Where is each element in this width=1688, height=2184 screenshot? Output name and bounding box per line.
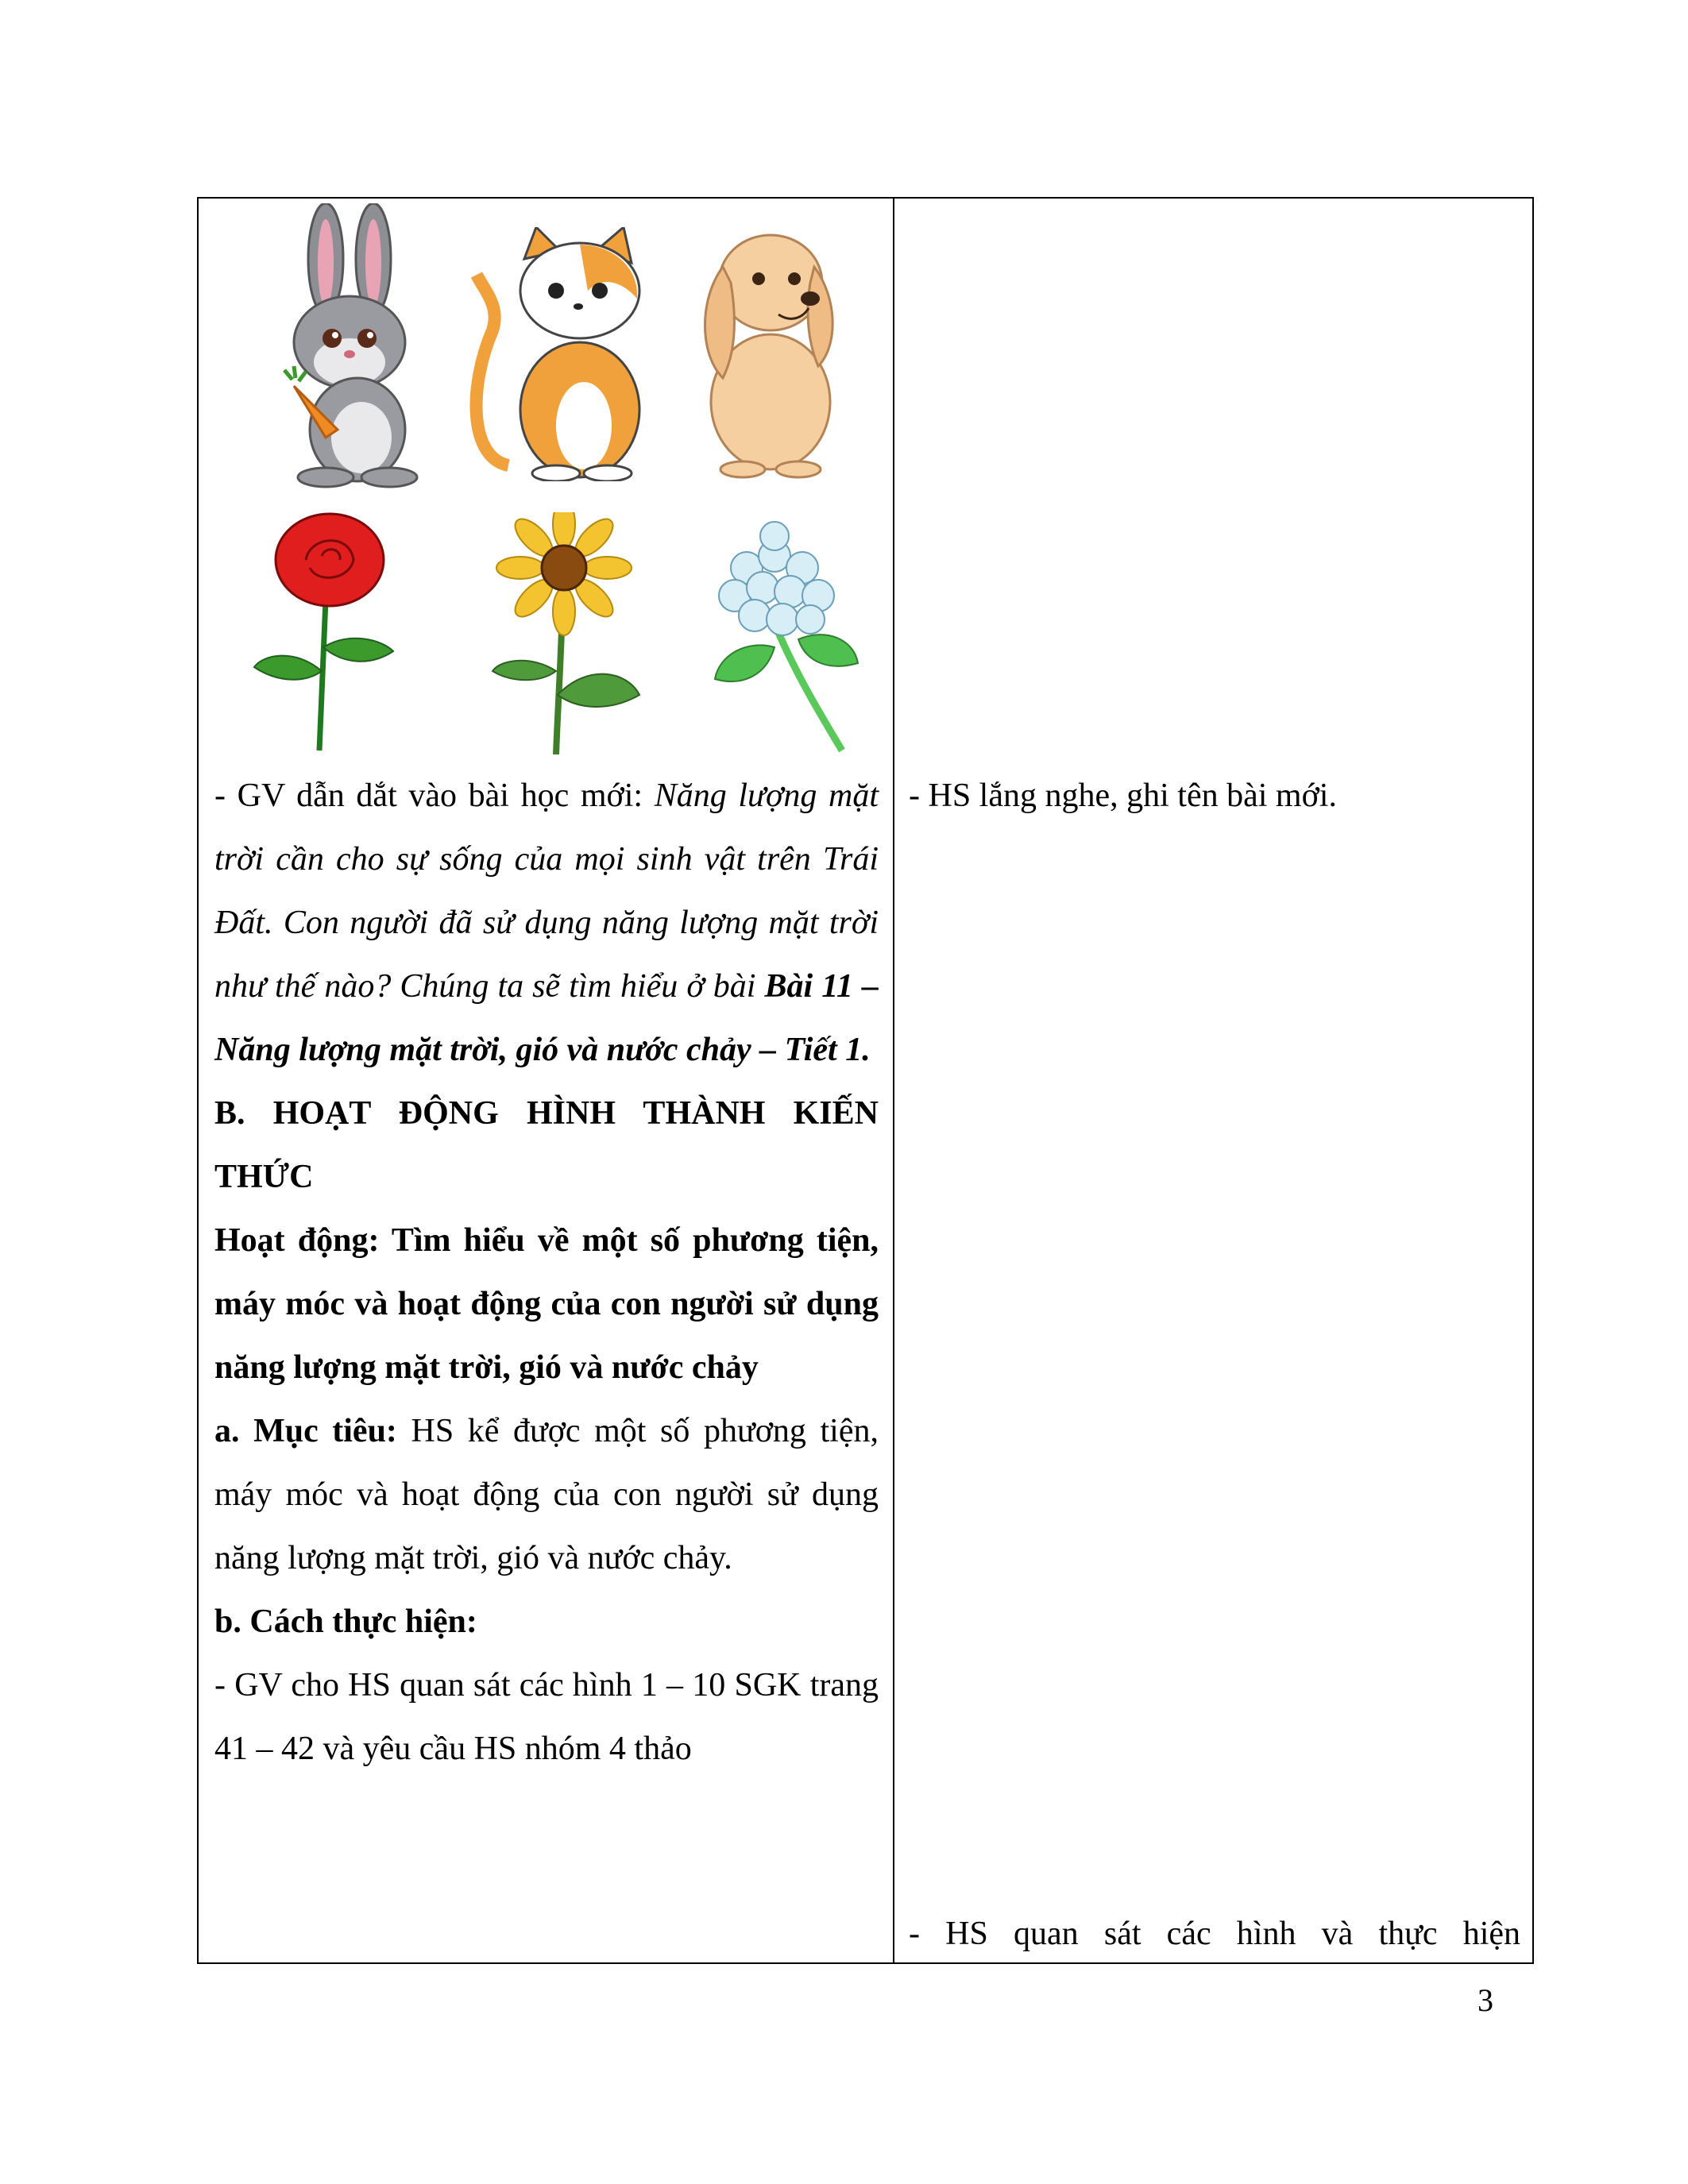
flower-illustrations [214, 512, 879, 758]
method-text: - GV cho HS quan sát các hình 1 – 10 SGK trang 41 – 42 và yêu cầu HS nhóm 4 thảo [214, 1667, 879, 1767]
teacher-activity-text [214, 764, 879, 1781]
hydrangea-illustration [699, 520, 866, 754]
intro-text: - GV dẫn dắt vào bài học mới: [214, 778, 655, 814]
student-column [909, 199, 1520, 1962]
sunflower-illustration [469, 512, 659, 754]
cat-illustration [461, 227, 659, 481]
animal-illustrations [214, 203, 879, 489]
intro-paragraph [214, 764, 879, 1082]
student-response-2: - HS quan sát các hình và thực hiện [909, 1916, 1520, 1952]
method-label: b. Cách thực hiện: [214, 1603, 477, 1640]
page-number: 3 [1477, 1982, 1493, 2018]
objective-label: a. Mục tiêu: [214, 1413, 397, 1449]
student-response-1: - HS lắng nghe, ghi tên bài mới. [909, 778, 1337, 814]
activity-heading: Hoạt động: Tìm hiểu về một số phương tiện, máy móc và hoạt động của con người sử dụng năng lượng mặt trời, gió và nước chảy [214, 1222, 879, 1386]
teacher-column [214, 199, 879, 1962]
section-heading: B. HOẠT ĐỘNG HÌNH THÀNH KIẾN THỨC [214, 1095, 879, 1195]
column-divider [893, 199, 894, 1962]
objective-text: HS kể được một số phương tiện, máy móc và hoạt động của con người sử dụng năng lượng mặt trời, gió và nước chảy. [214, 1413, 879, 1576]
rabbit-illustration [262, 203, 445, 489]
lesson-table [197, 197, 1534, 1964]
objective-paragraph [214, 1399, 879, 1590]
rose-illustration [246, 512, 405, 751]
lesson-title: Bài 11 – Năng lượng mặt trời, gió và nước chảy – Tiết 1. [214, 968, 879, 1068]
dog-illustration [683, 219, 858, 481]
intro-italic-text: Năng lượng mặt trời cần cho sự sống của mọi sinh vật trên Trái Đất. Con người đã sử dụng năng lượng mặt trời như thế nào? Chúng ta sẽ tìm hiểu ở bài [214, 778, 879, 1005]
